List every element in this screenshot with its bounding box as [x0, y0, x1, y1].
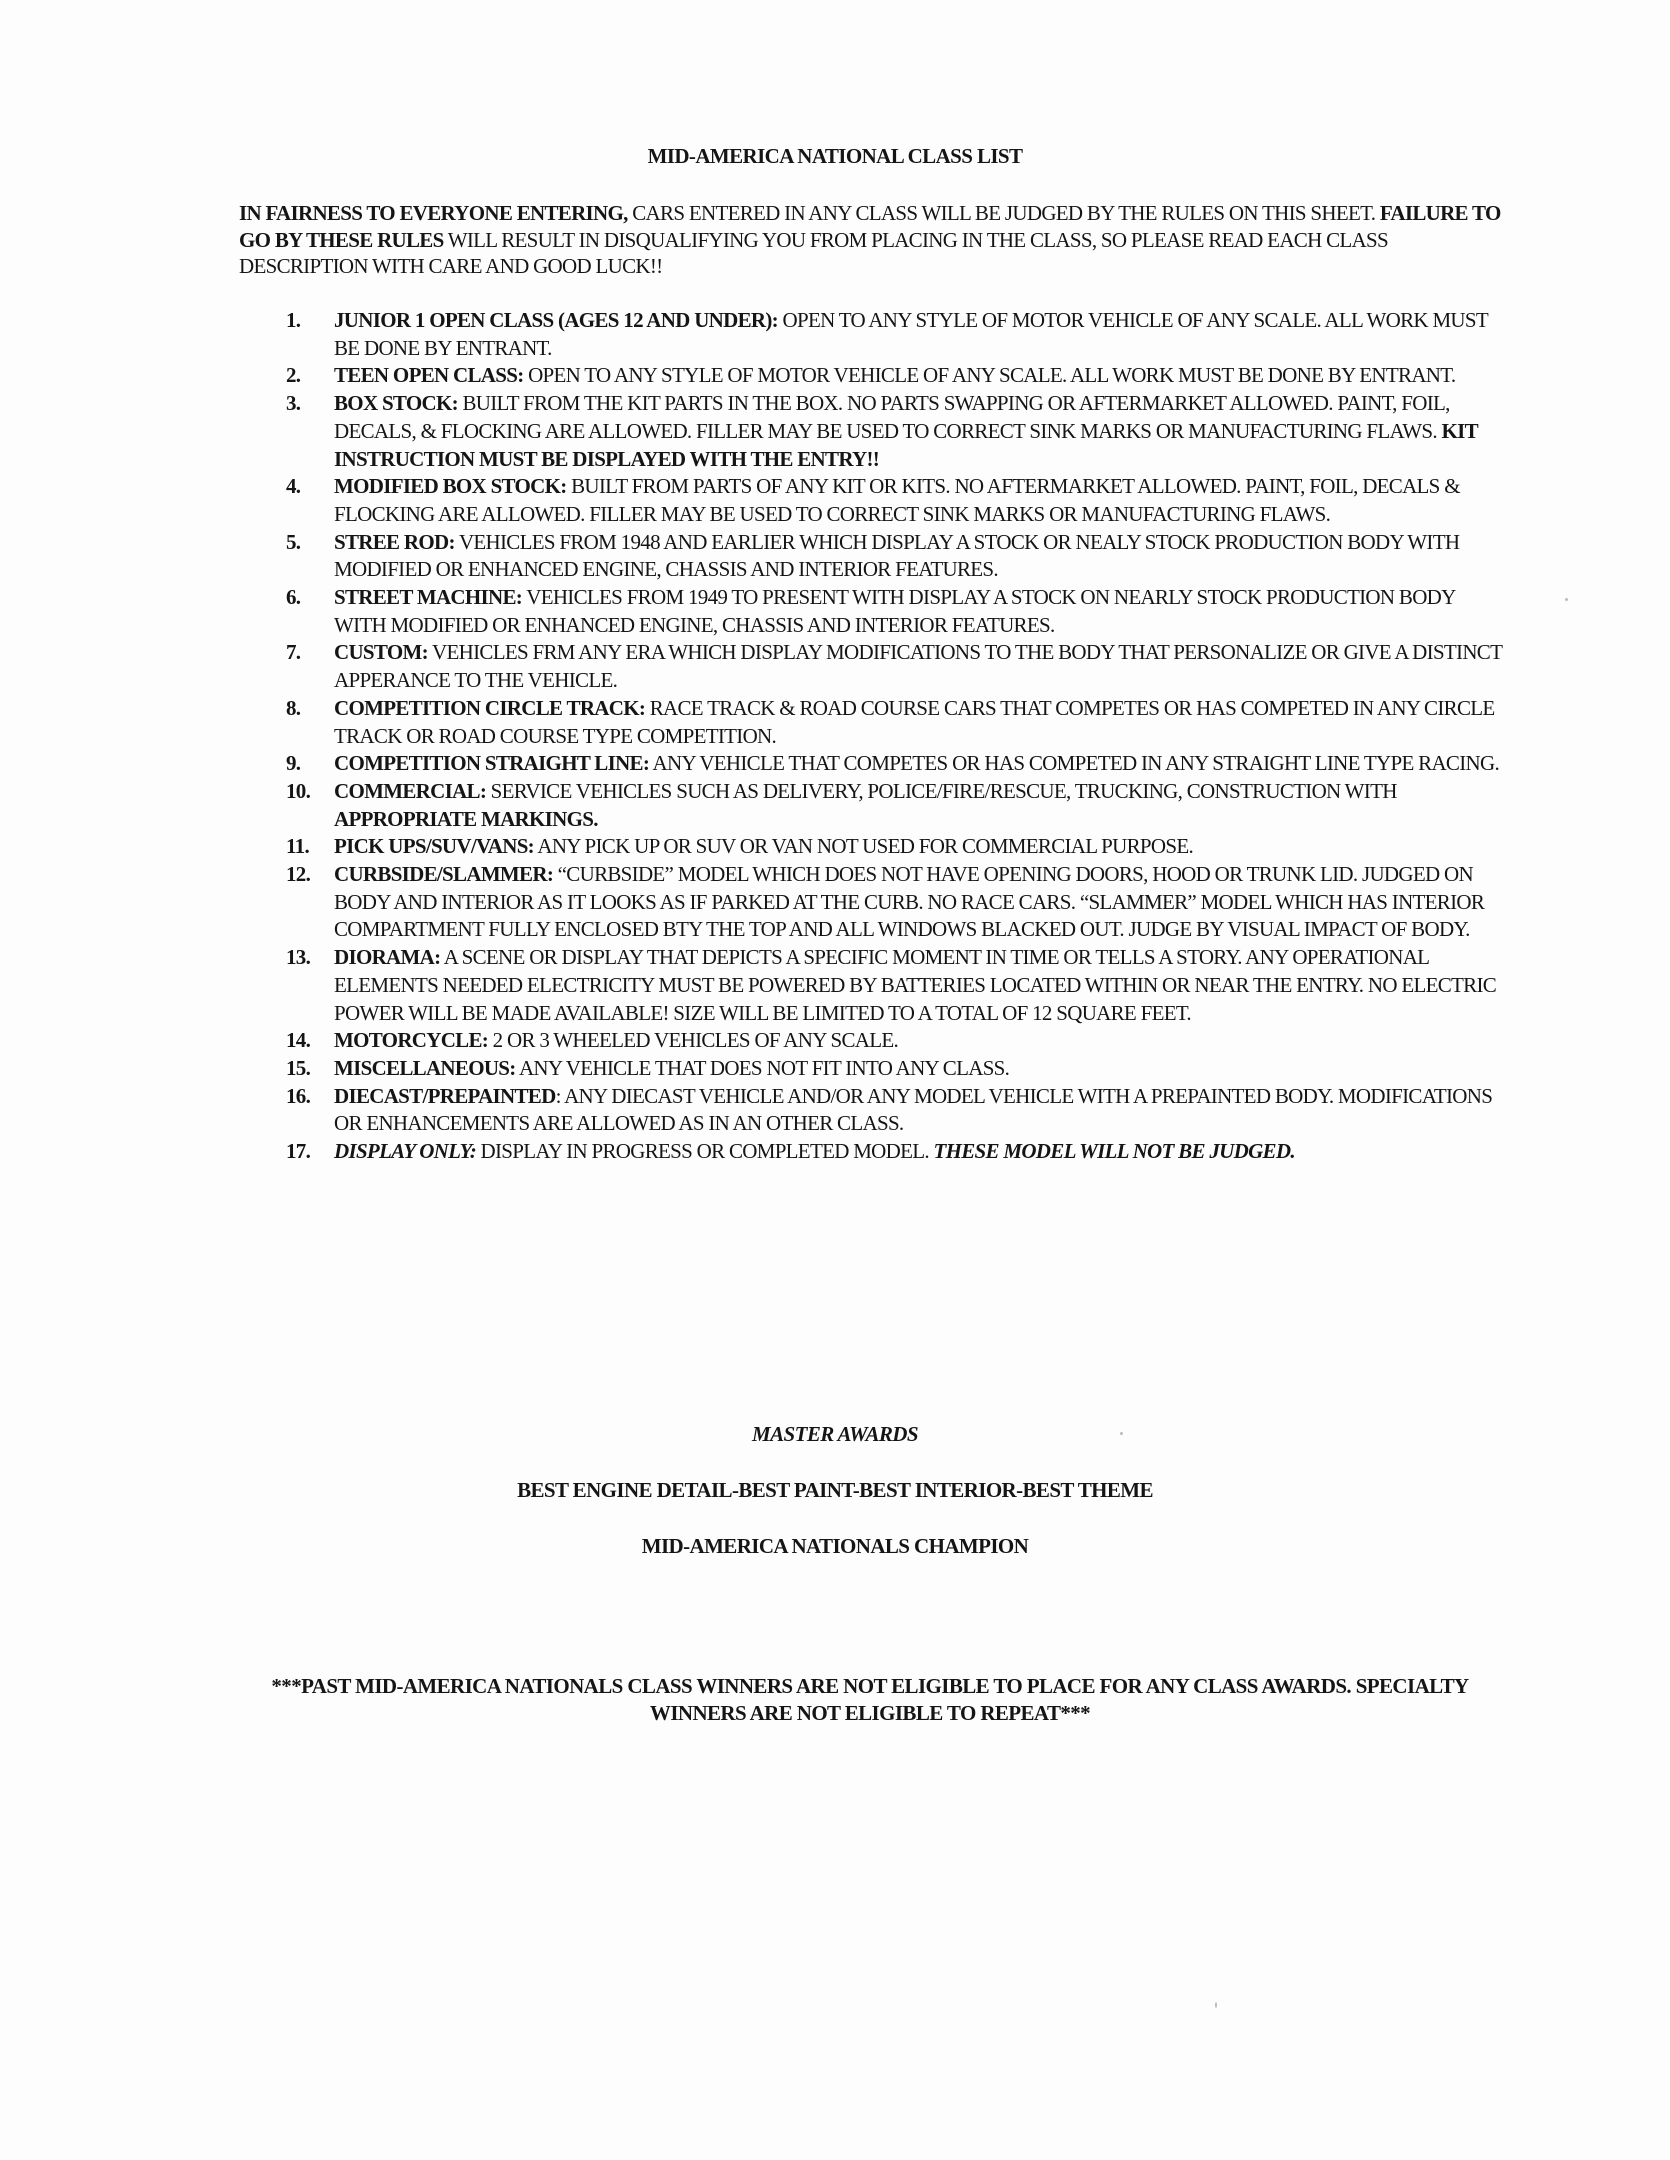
class-number: 16.	[286, 1083, 311, 1108]
class-number: 3.	[286, 391, 301, 416]
class-item	[286, 362, 1506, 390]
class-number: 13.	[286, 945, 311, 970]
text-segment: STREE ROD:	[334, 529, 455, 554]
text-segment: IN FAIRNESS TO EVERYONE ENTERING,	[239, 201, 628, 225]
class-number: 6.	[286, 585, 301, 610]
class-item	[286, 639, 1506, 694]
text-segment: THESE MODEL WILL NOT BE JUDGED.	[933, 1139, 1295, 1164]
scan-speck	[1120, 1432, 1123, 1435]
class-number: 2.	[286, 363, 301, 388]
text-segment: DIECAST/PREPAINTED	[334, 1083, 556, 1108]
text-segment: TEEN OPEN CLASS:	[334, 363, 524, 388]
text-segment: VEHICLES FROM 1948 AND EARLIER WHICH DISPLAY A STOCK OR NEALY STOCK PRODUCTION BODY WITH MODIFIED OR ENHANCED ENGINE, CHASSIS AND INTERIOR FEATURES.	[334, 529, 1460, 582]
text-segment: MODIFIED BOX STOCK:	[334, 474, 567, 499]
class-item	[286, 307, 1506, 362]
class-item	[286, 1138, 1506, 1166]
class-item	[286, 390, 1506, 473]
text-segment: BUILT FROM PARTS OF ANY KIT OR KITS. NO AFTERMARKET ALLOWED. PAINT, FOIL, DECALS & FLOCKING ARE ALLOWED. FILLER MAY BE USED TO CORRECT SINK MARKS OR MANUFACTURING FLAWS.	[334, 474, 1460, 526]
text-segment: VEHICLES FROM 1949 TO PRESENT WITH DISPLAY A STOCK ON NEARLY STOCK PRODUCTION BODY WITH MODIFIED OR ENHANCED ENGINE, CHASSIS AND INTERIOR FEATURES.	[334, 585, 1455, 637]
text-segment: MISCELLANEOUS:	[334, 1055, 516, 1080]
text-segment: 2 OR 3 WHEELED VEHICLES OF ANY SCALE.	[488, 1028, 899, 1053]
class-number: 4.	[286, 474, 301, 499]
text-segment: CURBSIDE/SLAMMER:	[334, 862, 554, 887]
intro-paragraph	[239, 200, 1501, 280]
text-segment: JUNIOR 1 OPEN CLASS (AGES 12 AND UNDER):	[334, 308, 778, 332]
text-segment: RACE TRACK & ROAD COURSE CARS THAT COMPETES OR HAS COMPETED IN ANY CIRCLE TRACK OR ROAD COURSE TYPE COMPETITION.	[334, 695, 1495, 748]
eligibility-notice: ***PAST MID-AMERICA NATIONALS CLASS WINNERS ARE NOT ELIGIBLE TO PLACE FOR ANY CLASS AWARDS. SPECIALTY WINNERS ARE NOT ELIGIBLE TO REPEAT***	[271, 1674, 1469, 1725]
text-segment: ANY VEHICLE THAT COMPETES OR HAS COMPETED IN ANY STRAIGHT LINE TYPE RACING.	[649, 751, 1499, 776]
class-number: 8.	[286, 695, 301, 720]
text-segment: BUILT FROM THE KIT PARTS IN THE BOX. NO PARTS SWAPPING OR AFTERMARKET ALLOWED. PAINT, FOIL, DECALS, & FLOCKING ARE ALLOWED. FILLER MAY BE USED TO CORRECT SINK MARKS OR MANUFACTURING FLAWS.	[334, 391, 1450, 443]
text-segment: VEHICLES FRM ANY ERA WHICH DISPLAY MODIFICATIONS TO THE BODY THAT PERSONALIZE OR GIVE A DISTINCT APPERANCE TO THE VEHICLE.	[334, 640, 1502, 693]
class-number: 17.	[286, 1139, 311, 1164]
text-segment: : ANY DIECAST VEHICLE AND/OR ANY MODEL VEHICLE WITH A PREPAINTED BODY. MODIFICATIONS OR ENHANCEMENTS ARE ALLOWED AS IN AN OTHER CLASS.	[334, 1083, 1493, 1136]
text-segment: DIORAMA:	[334, 945, 441, 970]
class-item	[286, 1027, 1506, 1055]
class-item	[286, 833, 1506, 861]
text-segment: SERVICE VEHICLES SUCH AS DELIVERY, POLICE/FIRE/RESCUE, TRUCKING, CONSTRUCTION WITH	[486, 778, 1397, 803]
class-item	[286, 695, 1506, 750]
text-segment: COMPETITION STRAIGHT LINE:	[334, 751, 650, 776]
class-item	[286, 473, 1506, 528]
text-segment: “CURBSIDE” MODEL WHICH DOES NOT HAVE OPENING DOORS, HOOD OR TRUNK LID. JUDGED ON BODY AND INTERIOR AS IT LOOKS AS IF PARKED AT THE CURB. NO RACE CARS. “SLAMMER” MODEL WHICH HAS INTERIOR COMPARTMENT FULLY ENCLOSED BTY THE TOP AND ALL WINDOWS BLACKED OUT. JUDGE BY VISUAL IMPACT OF BODY.	[334, 862, 1485, 942]
text-segment: ANY PICK UP OR SUV OR VAN NOT USED FOR COMMERCIAL PURPOSE.	[533, 834, 1194, 859]
master-awards-heading: MASTER AWARDS	[752, 1422, 918, 1446]
class-number: 7.	[286, 640, 301, 665]
class-list	[286, 307, 1506, 1166]
text-segment: MOTORCYCLE:	[334, 1028, 489, 1053]
class-number: 1.	[286, 308, 301, 332]
class-number: 10.	[286, 778, 311, 803]
class-number: 9.	[286, 751, 301, 776]
class-number: 14.	[286, 1028, 311, 1053]
text-segment: KIT INSTRUCTION MUST BE DISPLAYED WITH THE ENTRY!!	[334, 418, 1478, 471]
scan-speck	[1565, 598, 1568, 601]
text-segment: WILL RESULT IN DISQUALIFYING YOU FROM PLACING IN THE CLASS, SO PLEASE READ EACH CLASS DESCRIPTION WITH CARE AND GOOD LUCK!!	[239, 227, 1388, 278]
class-item	[286, 778, 1506, 833]
class-number: 11.	[286, 834, 309, 859]
text-segment: STREET MACHINE:	[334, 585, 523, 610]
class-number: 15.	[286, 1055, 311, 1080]
text-segment: CUSTOM:	[334, 640, 428, 665]
text-segment: OPEN TO ANY STYLE OF MOTOR VEHICLE OF ANY SCALE. ALL WORK MUST BE DONE BY ENTRANT.	[523, 363, 1456, 388]
class-item	[286, 1055, 1506, 1083]
award-categories: BEST ENGINE DETAIL-BEST PAINT-BEST INTERIOR-BEST THEME	[517, 1478, 1153, 1502]
class-item	[286, 944, 1506, 1027]
text-segment: PICK UPS/SUV/VANS:	[334, 834, 534, 859]
text-segment: COMPETITION CIRCLE TRACK:	[334, 695, 646, 720]
text-segment: ANY VEHICLE THAT DOES NOT FIT INTO ANY CLASS.	[515, 1055, 1010, 1080]
text-segment: OPEN TO ANY STYLE OF MOTOR VEHICLE OF ANY SCALE. ALL WORK MUST BE DONE BY ENTRANT.	[334, 308, 1488, 360]
text-segment: A SCENE OR DISPLAY THAT DEPICTS A SPECIFIC MOMENT IN TIME OR TELLS A STORY. ANY OPERATIONAL ELEMENTS NEEDED ELECTRICITY MUST BE POWERED BY BATTERIES LOCATED WITHIN OR NEAR THE ENTRY. NO ELECTRIC POWER WILL BE MADE AVAILABLE! SIZE WILL BE LIMITED TO A TOTAL OF 12 SQUARE FEET.	[334, 945, 1497, 1025]
text-segment: COMMERCIAL:	[334, 778, 487, 803]
class-item	[286, 861, 1506, 944]
text-segment: BOX STOCK:	[334, 391, 458, 416]
class-number: 12.	[286, 862, 311, 887]
class-number: 5.	[286, 529, 301, 554]
text-segment: DISPLAY IN PROGRESS OR COMPLETED MODEL.	[476, 1139, 934, 1164]
class-item	[286, 1083, 1506, 1138]
text-segment: APPROPRIATE MARKINGS.	[334, 806, 598, 831]
champion-award: MID-AMERICA NATIONALS CHAMPION	[641, 1534, 1029, 1558]
class-item	[286, 750, 1506, 778]
text-segment: CARS ENTERED IN ANY CLASS WILL BE JUDGED BY THE RULES ON THIS SHEET.	[627, 201, 1380, 225]
page-title: MID-AMERICA NATIONAL CLASS LIST	[647, 144, 1023, 168]
class-item	[286, 584, 1506, 639]
class-item	[286, 529, 1506, 584]
text-segment: FAILURE TO GO BY THESE RULES	[239, 201, 1501, 252]
scan-speck	[1215, 2002, 1217, 2008]
text-segment: DISPLAY ONLY:	[334, 1139, 476, 1164]
